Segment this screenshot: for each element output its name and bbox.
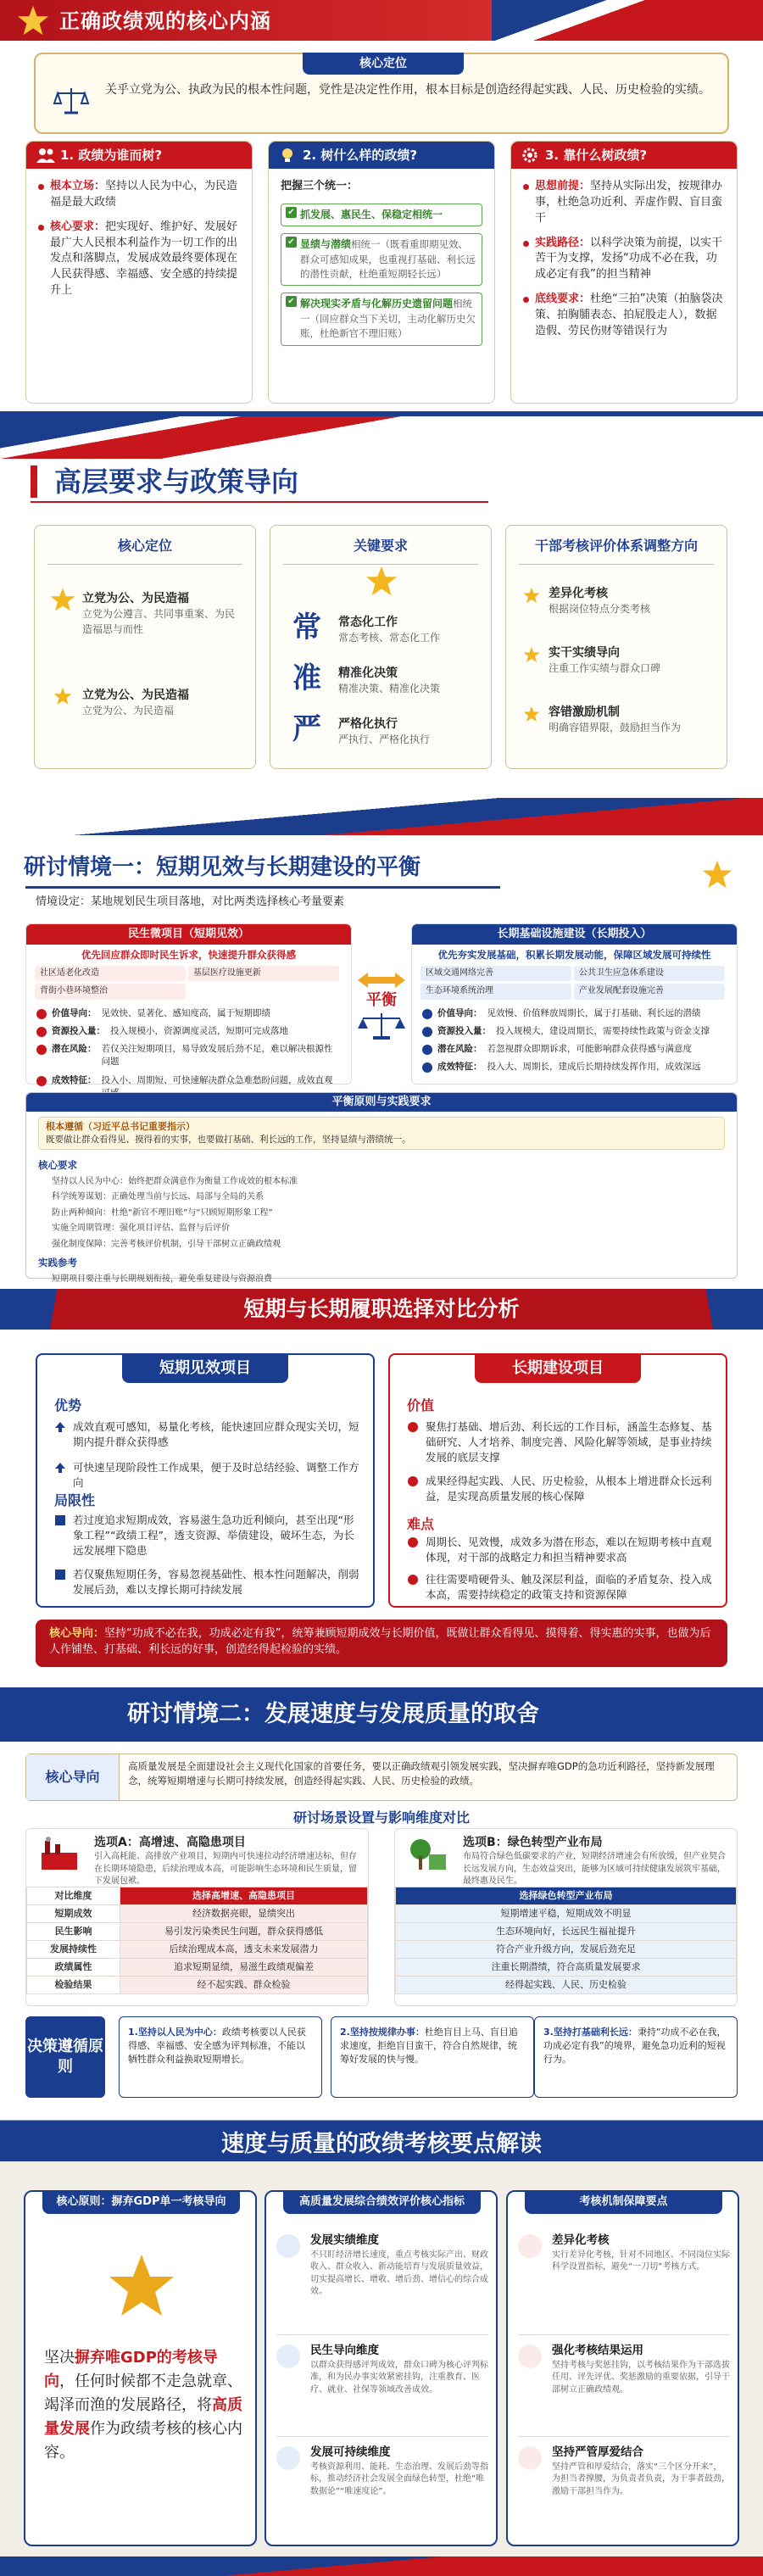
core-guidance-box [25, 1754, 738, 1801]
policy-column-key [270, 525, 492, 769]
up-arrow-icon [54, 1421, 66, 1433]
question-card-3 [510, 141, 738, 404]
core-guidance-text: 坚持“功成不必在我，功成必定有我”，统筹兼顾短期成效与长期价值，既做让群众看得见、摸得着、得实惠的实事，也做为后人作铺垫、打基础、利长远的好事，创造经得起检验的实绩。 [49, 1627, 711, 1656]
item-desc: 严执行、严格化执行 [338, 733, 431, 746]
core-principle-card [24, 2190, 257, 2546]
row-key: 潜在风险： [52, 1044, 97, 1055]
star-icon [108, 2251, 175, 2319]
principle-line: 强化制度保障：完善考核评价机制，引导干部树立正确政绩观 [52, 1239, 281, 1249]
indicator-item [276, 2233, 488, 2299]
value-cell: 符合产业升级方向，发展后劲充足 [396, 1941, 737, 1959]
shield-icon [407, 1475, 419, 1487]
item-desc: 立党为公、为民造福 [82, 705, 175, 717]
item-title: 差异化考核 [549, 587, 608, 600]
column-title: 核心定位 [117, 538, 172, 554]
option-desc: 布局符合绿色低碳要求的产业，短期经济增速会有所放缓，但产业契合长远发展方向，生态效益突出，能够为区域可持续健康发展筑牢基础，最终惠及民生。 [463, 1852, 726, 1887]
card-title: 考核机制保障要点 [525, 2190, 722, 2214]
question-card-2 [268, 141, 495, 404]
card-title: 高质量发展综合绩效评价核心指标 [283, 2190, 481, 2214]
row-value: 若仅关注短期项目，易导致发展后劲不足，难以解决根源性问题 [101, 1044, 333, 1068]
scales-icon [54, 86, 88, 115]
row-value: 投入小、周期短、可快速解决群众急难愁盼问题，成效直观 [101, 1074, 333, 1085]
row-key: 潜在风险： [437, 1044, 482, 1055]
mechanism-title: 差异化考核 [552, 2233, 610, 2247]
advantage-item [54, 1419, 359, 1450]
difficulty-text: 往往需要啃硬骨头、触及深层利益，面临的矛盾复杂、投入成本高，需要持续稳定的政策支持和资源保障 [426, 1573, 712, 1602]
value-item [407, 1419, 712, 1465]
advantage-item [54, 1460, 359, 1491]
question-header [511, 142, 737, 169]
value-item [407, 1474, 712, 1504]
row-value: 投入规模大，建设周期长，需要持续性政策与资金支撑 [496, 1025, 710, 1036]
panel-title: 民生微项目（短期见效） [26, 924, 351, 945]
section-banner [0, 1687, 763, 1742]
difficulty-item [407, 1572, 712, 1603]
limitation-text: 若仅聚焦短期任务，容易忽视基础性、根本性问题解决，削弱发展后劲，难以支撑长期可持续发展 [73, 1568, 359, 1597]
value-cell: 短期增速平稳，短期成效不明显 [396, 1905, 737, 1923]
unity-desc: 相统一（回应群众当下关切，主动化解历史欠账，杜绝新官不理旧账） [300, 298, 476, 340]
item-title: 立党为公、为民造福 [82, 592, 189, 605]
value-cell: 经不起实践、群众检验 [120, 1977, 368, 1994]
core-guidance-label: 核心导向 [26, 1754, 120, 1800]
up-arrow-icon [54, 1462, 66, 1474]
star-icon [523, 705, 540, 722]
requirement-text: 把实现好、维护好、发展好最广大人民根本利益作为一切工作的出发点和落脚点，发展成效最终要体现在人民获得感、幸福感、安全感的持续提升上 [50, 220, 238, 298]
indicator-item [276, 2343, 488, 2396]
chip: 公共卫生应急体系建设 [574, 966, 725, 982]
decorative-stripe [0, 2556, 763, 2576]
panel-row [26, 1005, 351, 1023]
decision-title: 1.坚持以人民为中心： [128, 2027, 222, 2038]
decision-card [534, 2016, 738, 2098]
panel-row [26, 1023, 351, 1040]
chip: 区域交通网络完善 [420, 966, 571, 982]
value-heading: 价值 [407, 1397, 435, 1413]
panel-subtitle: 优先回应群众即时民生诉求，快速提升群众获得感 [81, 949, 296, 961]
warning-icon [54, 1569, 66, 1581]
row-value: 见效慢、价值释放周期长，属于打基础、利长远的潜绩 [487, 1007, 701, 1018]
value-cell: 易引发污染类民生问题，群众获得感低 [120, 1923, 368, 1941]
value-cell: 生态环境向好，长远民生福祉提升 [396, 1923, 737, 1941]
advantages-heading: 优势 [54, 1397, 82, 1413]
bullet-icon [422, 1027, 432, 1037]
section-policy-guidance [0, 411, 763, 835]
row-value: 若忽视群众即期诉求，可能影响群众获得感与满意度 [487, 1044, 692, 1055]
card-title: 短期见效项目 [122, 1354, 288, 1383]
item-label: 底线要求： [535, 293, 591, 306]
unity-item [281, 204, 482, 226]
principle-line: 科学统筹谋划：正确处理当前与长远、局部与全局的关系 [52, 1192, 264, 1202]
decision-label: 决策遵循原则 [25, 2016, 105, 2098]
chip: 背街小巷环境整治 [35, 984, 186, 1000]
option-a-card [25, 1828, 369, 2006]
core-guidance-text: 高质量发展是全面建设社会主义现代化国家的首要任务，要以正确政绩观引领发展实践，坚决摒弃唯GDP的急功近利路径，坚持新发展理念，统筹短期增速与长期可持续发展，创造经得起实践、人民、历史检验的政绩。 [128, 1760, 715, 1787]
principle-line: 防止两种倾向：杜绝“新官不理旧账”与“只顾短期形象工程” [52, 1207, 273, 1218]
limitation-text: 若过度追求短期成效，容易滋生急功近利倾向，甚至出现“形象工程”“政绩工程”，透支资源、举债建设，破坏生态，为长远发展埋下隐患 [73, 1514, 354, 1558]
advantage-text: 可快速呈现阶段性工作成果，便于及时总结经验、调整工作方向 [73, 1461, 359, 1490]
scales-icon [356, 1012, 407, 1040]
green-tree-icon [407, 1837, 449, 1871]
section-scenario-two [0, 1687, 763, 2116]
item-text: 坚持从实际出发，按规律办事，杜绝急功近利、弄虚作假、盲目蛮干 [535, 180, 723, 225]
section-scenario-one [0, 835, 763, 1289]
scenario-setting: 情境设定：某地规划民生项目落地，对比两类选择核心考量要素 [36, 895, 345, 908]
lightbulb-icon [279, 147, 296, 164]
indicator-desc: 考核资源利用、能耗、生态治理、发展后劲等指标，推动经济社会发展全面绿色转型，杜绝“唯数据论”“唯速度论”。 [310, 2462, 488, 2496]
indicator-desc: 不只盯经济增长速度，重点考核实际产出、财政收入、群众收入、新动能培育与发展质量效益，切实提高增长、增收、增后劲、增信心的综合成效。 [310, 2250, 488, 2297]
section-title: 研讨情境二：发展速度与发展质量的取舍 [127, 1701, 539, 1727]
core-principle-text [44, 2346, 243, 2464]
section-title: 高层要求与政策导向 [31, 466, 298, 498]
mechanism-title: 坚持严管厚爱结合 [552, 2445, 643, 2459]
option-title: 选项B：绿色转型产业布局 [463, 1836, 603, 1849]
balance-label: 平衡 [366, 991, 397, 1009]
unity-title: 显绩与潜绩 [300, 238, 352, 251]
limitations-heading: 局限性 [54, 1492, 96, 1508]
text-fragment: 作为政绩考核的核心内容。 [44, 2419, 242, 2462]
clock-icon [407, 1536, 419, 1548]
indicators-card [265, 2190, 498, 2546]
chip: 产业发展配套设施完善 [574, 984, 725, 1000]
dimension-cell: 检验结果 [27, 1977, 120, 1994]
item-title: 严格化执行 [338, 717, 398, 731]
decision-principles [25, 2016, 738, 2098]
core-position-box [34, 53, 729, 134]
principle-line: 实施全周期管理：强化项目评估、监督与后评价 [52, 1224, 230, 1234]
requirement-label: 核心要求： [50, 220, 106, 233]
title-underline [31, 501, 488, 503]
three-unity-lead: 把握三个统一： [281, 180, 359, 192]
section-comparison [0, 1289, 763, 1687]
question-title: 1. 政绩为谁而树? [60, 148, 163, 163]
dimension-cell: 民生影响 [27, 1923, 120, 1941]
card-title: 核心原则：摒弃GDP单一考核导向 [42, 2190, 240, 2214]
panel-row [412, 1005, 737, 1023]
star-icon [53, 687, 72, 705]
decorative-stripe [492, 0, 763, 41]
decorative-stripe [0, 798, 763, 840]
long-term-panel [411, 923, 738, 1084]
mechanism-item [518, 2233, 730, 2274]
unity-desc: 相统一（既看重即期见效、群众可感知成果，也重视打基础、利长远的潜性贡献，杜绝重短期轻长远） [300, 238, 476, 281]
bullet-icon [36, 1076, 47, 1086]
section-title: 短期与长期履职选择对比分析 [243, 1296, 520, 1321]
key-char: 严 [292, 712, 321, 746]
policy-column-assessment [505, 525, 727, 769]
question-title: 3. 靠什么树政绩? [545, 148, 648, 163]
value-cell: 追求短期显绩，易滋生政绩观偏差 [120, 1959, 368, 1977]
panel-title: 长期基础设施建设（长期投入） [412, 924, 737, 945]
balance-indicator [356, 971, 407, 1040]
item-title: 立党为公、为民造福 [82, 689, 189, 702]
decision-card [331, 2016, 534, 2098]
limitation-item [54, 1513, 359, 1558]
section-title-bar [0, 0, 763, 41]
chip: 生态环境系统治理 [420, 984, 571, 1000]
core-guidance-label: 核心导向： [49, 1627, 105, 1640]
principles-title: 平衡原则与实践要求 [26, 1093, 737, 1112]
option-title: 选项A：高增速、高隐患项目 [94, 1836, 246, 1849]
mechanism-item [518, 2343, 730, 2396]
star-icon [523, 646, 540, 663]
recycle-icon [276, 2446, 300, 2470]
policy-column-core [34, 525, 256, 769]
decision-title: 3.坚持打基础利长远： [543, 2027, 638, 2038]
warning-icon [54, 1514, 66, 1526]
column-title: 干部考核评价体系调整方向 [534, 538, 698, 554]
panel-row [412, 1040, 737, 1058]
mechanism-desc: 坚持严管和厚爱结合，落实“三个区分开来”，为担当者撑腰，为负责者负责，为干事者鼓劲，激励干部担当作为。 [552, 2462, 730, 2496]
value-cell: 后续治理成本高，透支未来发展潜力 [120, 1941, 368, 1959]
row-key: 价值导向： [437, 1007, 482, 1018]
dimension-cell: 发展持续性 [27, 1941, 120, 1959]
row-key: 资源投入量： [52, 1025, 105, 1036]
card-title: 长期建设项目 [475, 1354, 641, 1383]
section-title: 研讨情境一：短期见效与长期建设的平衡 [24, 855, 421, 880]
core-position-label: 核心定位 [303, 53, 464, 75]
core-guideline-text: 既要做让群众看得见、摸得着的实事，也要做打基础、利长远的工作，坚持显绩与潜绩统一。 [46, 1134, 411, 1145]
decision-text: 政绩考核要以人民获得感、幸福感、安全感为评判标准，不能以牺牲群众利益换取短期增长。 [128, 2027, 306, 2065]
difficulty-text: 周期长、见效慢，成效多为潜在形态，难以在短期考核中直观体现，对干部的战略定力和担当精神要求高 [426, 1536, 712, 1564]
option-b-card [394, 1828, 738, 2006]
section-banner [0, 1289, 763, 1330]
unity-item [281, 293, 482, 345]
unity-title: 解决现实矛盾与化解历史遗留问题 [300, 298, 454, 310]
bullet-icon [422, 1062, 432, 1073]
indicator-title: 发展可持续维度 [310, 2445, 391, 2459]
item-title: 精准化决策 [338, 666, 398, 680]
indicator-title: 民生导向维度 [310, 2344, 379, 2357]
stance-label: 根本立场： [50, 180, 106, 192]
item-label: 实践路径： [535, 236, 591, 249]
dimension-cell: 政绩属性 [27, 1959, 120, 1977]
puzzle-icon [518, 2234, 542, 2258]
comparison-title: 研讨场景设置与影响维度对比 [292, 1809, 470, 1826]
value-cell: 经济数据亮眼，显绩突出 [120, 1905, 368, 1923]
star-icon [523, 587, 540, 604]
column-title: 关键要求 [353, 538, 408, 554]
question-header [269, 142, 494, 169]
table-header: 对比维度 [27, 1887, 120, 1905]
emphasis-text: 高质量发展 [44, 2395, 242, 2438]
double-arrow-icon [356, 971, 407, 990]
stance-text: 坚持以人民为中心，为民造福是最大政绩 [50, 180, 238, 209]
decision-text: 秉持“功成不必在我，功成必定有我”的境界，避免急功近利的短视行为。 [543, 2027, 727, 2065]
option-desc: 引入高耗能、高排放产业项目，短期内可快速拉动经济增速达标，但存在长期环境隐患，后续治理成本高，可能影响生态环境和民生质量，留下发展包袱。 [94, 1852, 357, 1887]
short-term-card [36, 1353, 375, 1608]
row-value: 投入规模小，资源调度灵活，短期可完成落地 [110, 1025, 288, 1036]
star-icon [702, 859, 732, 889]
handshake-icon [518, 2446, 542, 2470]
short-term-panel [25, 923, 352, 1084]
value-text: 成果经得起实践、人民、历史检验，从根本上增进群众长远利益，是实现高质量发展的核心保障 [426, 1475, 712, 1503]
bullet-icon [36, 1009, 47, 1019]
text-fragment: ，任何时候都不走急就章、竭泽而渔的发展路径，将 [44, 2372, 242, 2414]
bullet-icon [422, 1009, 432, 1019]
decision-text: 杜绝盲目上马、盲目追求速度，拒绝盲目蛮干，符合自然规律，统筹好发展的快与慢。 [340, 2027, 518, 2065]
core-guidance-banner [36, 1620, 727, 1667]
question-card-1 [25, 141, 253, 404]
item-desc: 明确容错界限，鼓励担当作为 [549, 722, 682, 734]
decision-card [119, 2016, 322, 2098]
mechanism-title: 强化考核结果运用 [552, 2344, 643, 2357]
row-key: 成效特征： [437, 1062, 482, 1073]
text-fragment: 坚决 [44, 2349, 75, 2367]
principles-box [25, 1092, 738, 1284]
chart-icon [276, 2234, 300, 2258]
bullet-icon [36, 1027, 47, 1037]
row-key: 价值导向： [52, 1007, 97, 1018]
star-icon [17, 4, 49, 36]
mechanism-item [518, 2445, 730, 2498]
panel-row [412, 1023, 737, 1040]
value-cell: 经得起实践、人民、历史检验 [396, 1977, 737, 1994]
item-title: 实干实绩导向 [549, 646, 620, 660]
indicator-desc: 以群众获得感评判成效，群众口碑为核心评判标准，和为民办事实效紧密挂钩，注重教育、医疗、就业、社保等领域改善成效。 [310, 2360, 488, 2395]
people-icon [36, 147, 55, 164]
unity-item [281, 233, 482, 286]
decorative-stripe [0, 416, 763, 459]
panel-row [26, 1040, 351, 1071]
bullet-icon [422, 1045, 432, 1055]
factory-icon [38, 1837, 81, 1871]
star-icon [50, 587, 75, 612]
difficulties-heading: 难点 [407, 1516, 435, 1532]
gear-icon [521, 147, 538, 164]
scales-icon [518, 2345, 542, 2368]
value-text: 聚焦打基础、增后劲、利长远的工作目标，涵盖生态修复、基础研究、人才培养、制度完善、风险化解等领域，是事业持续发展的底层支撑 [426, 1420, 712, 1464]
section-core-connotation [0, 0, 763, 411]
dimension-cell: 短期成效 [27, 1905, 120, 1923]
item-title: 容错激励机制 [549, 705, 620, 719]
key-char: 准 [292, 661, 321, 695]
core-guideline-label: 根本遵循（习近平总书记重要指示） [46, 1121, 195, 1132]
star-icon [365, 565, 398, 597]
row-value: 见效快、显著化、感知度高，属于短期即绩 [101, 1007, 270, 1018]
long-term-card [388, 1353, 727, 1608]
item-desc: 精准决策、精准化决策 [338, 683, 441, 695]
table-header: 选择高增速、高隐患项目 [120, 1887, 368, 1905]
mechanism-desc: 实行差异化考核，针对不同地区、不同岗位实际科学设置指标，避免“一刀切”考核方式。 [552, 2250, 730, 2272]
principle-line: 坚持以人民为中心：始终把群众满意作为衡量工作成效的根本标准 [52, 1176, 298, 1186]
section-title: 速度与质量的政绩考核要点解读 [221, 2131, 542, 2157]
mechanism-desc: 坚持考核与奖惩挂钩，以考核结果作为干部选拔任用、评先评优、奖惩激励的重要依据，引导干部树立正确政绩观。 [552, 2360, 730, 2395]
item-text: 以科学决策为前提，以实干苦干为支撑，发扬“功成不必在我，功成必定有我”的担当精神 [535, 236, 723, 282]
item-desc: 常态考核、常态化工作 [338, 632, 441, 644]
question-title: 2. 树什么样的政绩? [303, 148, 418, 163]
principle-line: 短期项目要注重与长期规划衔接，避免重复建设与资源浪费 [52, 1274, 272, 1284]
item-title: 常态化工作 [338, 616, 398, 629]
subheading: 实践参考 [38, 1257, 77, 1269]
leaf-icon [407, 1421, 419, 1433]
value-cell: 注重长期潜绩，符合高质量发展要求 [396, 1959, 737, 1977]
difficulty-item [407, 1535, 712, 1565]
core-position-text: 关乎立党为公、执政为民的根本性问题，党性是决定性作用，根本目标是创造经得起实践、人民、历史检验的实绩。 [105, 83, 710, 97]
mechanism-card [506, 2190, 739, 2546]
item-label: 思想前提： [535, 180, 591, 192]
subheading: 核心要求 [38, 1159, 77, 1172]
unity-title: 抓发展、惠民生、保稳定相统一 [300, 208, 443, 220]
item-desc: 立党为公遵言、共同事重案、为民造福思与而性 [82, 608, 236, 635]
bullet-icon [36, 1045, 47, 1055]
question-header [26, 142, 252, 169]
chip: 基层医疗设施更新 [188, 966, 339, 982]
indicator-item [276, 2445, 488, 2498]
row-key: 成效特征： [52, 1074, 97, 1085]
decision-title: 2.坚持按规律办事： [340, 2027, 425, 2038]
warning-icon [407, 1574, 419, 1586]
people-icon [276, 2345, 300, 2368]
limitation-item [54, 1567, 359, 1597]
section-assessment-points [0, 2116, 763, 2576]
chip: 社区适老化改造 [35, 966, 186, 982]
item-desc: 注重工作实绩与群众口碑 [549, 662, 661, 675]
panel-subtitle: 优先夯实发展基础，积累长期发展动能，保障区域发展可持续性 [437, 949, 711, 961]
item-text: 杜绝“三拍”决策（拍脑袋决策、拍胸脯表态、拍屁股走人），数据造假、劳民伤财等错误行为 [535, 293, 723, 337]
panel-row [412, 1058, 737, 1076]
indicator-title: 发展实绩维度 [310, 2233, 379, 2247]
item-desc: 根据岗位特点分类考核 [549, 603, 651, 616]
section-title: 正确政绩观的核心内涵 [59, 9, 271, 33]
row-key: 资源投入量： [437, 1025, 491, 1036]
table-header: 选择绿色转型产业布局 [396, 1887, 737, 1905]
row-value: 投入大、周期长，建成后长期持续发挥作用，成效深远 [487, 1062, 701, 1073]
advantage-text: 成效直观可感知，易量化考核，能快速回应群众现实关切，短期内提升群众获得感 [73, 1420, 359, 1449]
emphasis-text: 摒弃唯GDP的考核导向 [44, 2349, 218, 2390]
key-char: 常 [292, 611, 321, 644]
